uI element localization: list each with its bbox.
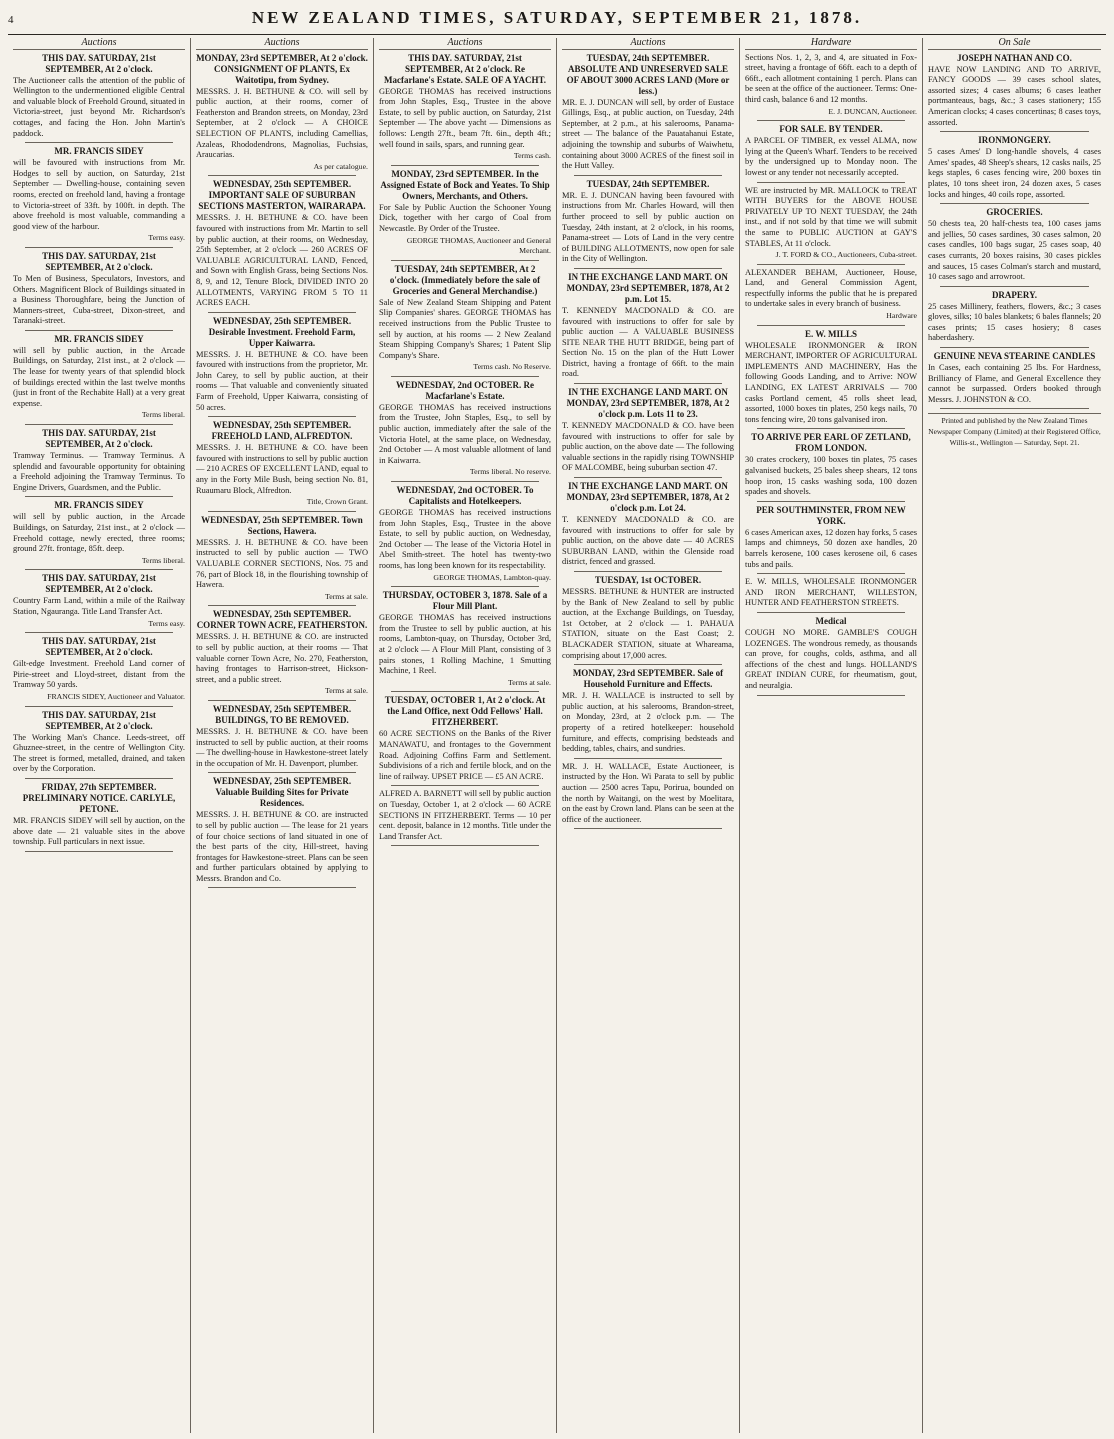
ad-heading: GENUINE NEVA STEARINE CANDLES: [933, 351, 1096, 362]
divider: [25, 706, 173, 707]
ad-footer: Terms at sale.: [508, 677, 551, 687]
ad-body: 6 cases American axes, 12 dozen hay forks, 5 cases lamps and chimneys, 50 dozen axe handles, 20 barrels kerosene, 100 cases kerosene oil, 6 cases tubs and pails.: [745, 527, 917, 569]
ad-body: Sale of New Zealand Steam Shipping and Patent Slip Companies' shares. GEORGE THOMAS has received instructions from the Public Trustee to sell by auction, at his rooms — 2 New Zealand Steam Shipping Company's Shares; 1 Patent Slip Company's Share.: [379, 297, 551, 360]
divider: [574, 664, 722, 665]
ad-body: MR. E. J. DUNCAN will sell, by order of Eustace Gillings, Esq., at public auction, on Tuesday, 24th September, at 2 p.m., at his salerooms, Panama-street — The balance of the Pauatahanui Estate, adjoining the township and suburbs of Waiwhetu, containing about 3000 ACRES of the finest soil in the Hutt Valley.: [562, 97, 734, 171]
divider: [940, 203, 1089, 204]
ad-body: WE are instructed by MR. MALLOCK to TREAT WITH BUYERS for the ABOVE HOUSE PRIVATELY UP TO NEXT TUESDAY, the 24th inst., and if not sold by that time we will submit the same to PUBLIC AUCTION at GAY'S STABLES, At 11 o'clock.: [745, 185, 917, 248]
advertisement: [379, 485, 551, 587]
ad-body: T. KENNEDY MACDONALD & CO. are favoured with instructions to offer for sale by public auction, on the above date — 40 ACRES SUBURBAN LAND, within the Glenside road district, fenced and grassed.: [562, 515, 734, 567]
advertisement: [928, 53, 1101, 133]
ad-list: [13, 53, 185, 852]
ad-list: [928, 53, 1101, 410]
advertisement: [562, 53, 734, 176]
divider: [25, 851, 173, 852]
divider: [574, 571, 722, 572]
ad-body: In Cases, each containing 25 lbs. For Hardness, Brilliancy of Flame, and General Excellence they cannot be surpassed. Orders booked through Messrs. J. JOHNSTON & CO.: [928, 363, 1101, 404]
ad-footer: Terms liberal.: [141, 555, 185, 565]
advertisement: [745, 53, 917, 122]
advertisement: [196, 420, 368, 512]
advertisement: [745, 329, 917, 430]
divider: [208, 312, 356, 313]
ad-footer: Terms liberal.: [141, 410, 185, 420]
ad-body: 60 ACRE SECTIONS on the Banks of the River MANAWATU, and frontages to the Government Road. Adjoining Coffins Farm and Settlement. Subdivisions of a rich and fertile block, and on the line of railway. UPSET PRICE — £5 AN ACRE.: [379, 729, 551, 781]
advertisement: [562, 387, 734, 478]
ad-body: The Working Man's Chance. Leeds-street, off Ghuznee-street, in the centre of Wellington City. The street is formed, metalled, drained, and taken over by the Corporation.: [13, 732, 185, 774]
section-heading: Auctions: [379, 38, 551, 50]
divider: [391, 260, 539, 261]
divider: [25, 778, 173, 779]
ad-heading: JOSEPH NATHAN AND CO.: [957, 52, 1072, 63]
divider: [757, 695, 905, 696]
ad-footer: Hardware: [886, 311, 917, 321]
ad-heading: WEDNESDAY, 25th SEPTEMBER. CORNER TOWN ACRE, FEATHERSTON.: [196, 609, 368, 631]
divider: [208, 605, 356, 606]
advertisement: [562, 668, 734, 759]
ad-body: Tramway Terminus. — Tramway Terminus. A splendid and favourable opportunity for obtaining a Freehold adjoining the Tramway Terminus. To Engine Drivers, Guardsmen, and the Public.: [13, 451, 185, 492]
ad-heading: E. W. MILLS: [804, 328, 858, 339]
advertisement: [562, 762, 734, 830]
ad-heading: WEDNESDAY, 25th SEPTEMBER. Desirable Investment. Freehold Farm, Upper Kaiwarra.: [208, 315, 356, 348]
advertisement: [13, 782, 185, 852]
advertisement: [562, 179, 734, 269]
ad-body: MESSRS. J. H. BETHUNE & CO. have been favoured with instructions to sell by public auction — 210 ACRES OF EXCELLENT LAND, equal to any in the Forty Mile Bush, being section No. 81, Ruaumaru Block, Alfredton.: [196, 443, 368, 495]
ad-footer: Terms liberal. No reserve.: [469, 467, 551, 477]
advertisement: [562, 575, 734, 665]
ad-heading: TUESDAY, 24th SEPTEMBER, At 2 o'clock. (Immediately before the sale of Groceries and General Merchandise.): [389, 263, 541, 296]
divider: [25, 142, 173, 143]
ad-body: MR. J. H. WALLACE is instructed to sell by public auction, at his salerooms, Brandon-street, on Monday, 23rd, at 2 o'clock p.m. — The property of a retired hotelkeeper: household furniture, and effects, comprising bedsteads and bedding, tables, chairs, and sundries.: [562, 691, 734, 754]
ad-heading: THIS DAY. SATURDAY, 21st SEPTEMBER, At 2 o'clock.: [42, 428, 156, 450]
ad-body: T. KENNEDY MACDONALD & CO. have been favoured with instructions to offer for sale by public auction, on the above date — The following valuable sections in the rapidly rising TOWNSHIP OF MALCOMBE, being suburban section 47.: [562, 421, 734, 473]
ad-body: GEORGE THOMAS has received instructions from the Trustee to sell by public auction, at his rooms, Lambton-quay, on Thursday, October 3rd, at 2 o'clock — A Flour Mill Plant, consisting of 3 pairs stones, 1 Rolling Machine, 1 Smutting Machine, 1 Reel.: [379, 613, 551, 676]
ad-heading: TUESDAY, 1st OCTOBER.: [594, 575, 702, 585]
ad-heading: MR. FRANCIS SIDEY: [54, 333, 144, 344]
ad-list: [562, 53, 734, 830]
masthead: [8, 8, 1106, 35]
column-3: [374, 38, 557, 1433]
advertisement: [13, 636, 185, 706]
advertisement: [379, 380, 551, 482]
advertisement: [13, 334, 185, 425]
divider: [391, 481, 539, 482]
ad-body: MR. FRANCIS SIDEY will sell by auction, on the above date — 21 valuable sites in the above township. Full particulars in next issue.: [13, 815, 185, 847]
ad-heading: FRIDAY, 27th SEPTEMBER. PRELIMINARY NOTICE. CARLYLE, PETONE.: [22, 781, 176, 814]
ad-heading: Medical: [815, 615, 847, 626]
divider: [25, 632, 173, 633]
divider: [208, 887, 356, 888]
advertisement: [928, 135, 1101, 204]
divider: [757, 325, 905, 326]
ad-heading: MONDAY, 23rd SEPTEMBER. Sale of Household Furniture and Effects.: [572, 668, 724, 690]
column-2: [191, 38, 374, 1433]
column-6: [923, 38, 1106, 1433]
divider: [757, 182, 905, 183]
advertisement: [928, 290, 1101, 348]
section-heading: Auctions: [13, 38, 185, 50]
divider: [25, 330, 173, 331]
ad-heading: IRONMONGERY.: [978, 135, 1051, 146]
divider: [757, 120, 905, 121]
ad-heading: THIS DAY. SATURDAY, 21st SEPTEMBER, At 2 o'clock. Re Macfarlane's Estate. SALE OF A YACHT.: [383, 52, 547, 85]
divider: [208, 700, 356, 701]
ad-footer: GEORGE THOMAS, Lambton-quay.: [433, 572, 551, 582]
ad-body: HAVE NOW LANDING AND TO ARRIVE, FANCY GOODS — 39 cases school slates, assorted sizes; 4 cases albums; 6 cases leather portmanteaus, bags, &c.; 3 cases stationery; 155 American clocks; 4 cases concertinas; 8 cases toys, assorted.: [928, 64, 1101, 127]
advertisement: [379, 789, 551, 846]
divider: [25, 424, 173, 425]
divider: [574, 758, 722, 759]
divider: [391, 785, 539, 786]
ad-body: For Sale by Public Auction the Schooner Young Dick, together with her cargo of Coal from Newcastle. By Order of the Trustee.: [379, 202, 551, 233]
ad-footer: J. T. FORD & CO., Auctioneers, Cuba-street.: [775, 250, 917, 260]
ad-heading: THIS DAY. SATURDAY, 21st SEPTEMBER, At 2 o'clock.: [42, 636, 156, 658]
ad-heading: MONDAY, 23rd SEPTEMBER, At 2 o'clock. CONSIGNMENT OF PLANTS, Ex Waitotipu, from Sydney.: [196, 52, 368, 85]
ad-heading: IN THE EXCHANGE LAND MART. ON MONDAY, 23rd SEPTEMBER, 1878, At 2 o'clock p.m. Lot 24.: [566, 481, 730, 514]
ad-heading: GROCERIES.: [986, 207, 1043, 218]
ad-list: [745, 53, 917, 696]
divider: [757, 573, 905, 574]
section-heading: On Sale: [928, 38, 1101, 50]
advertisement: [928, 351, 1101, 409]
divider: [757, 501, 905, 502]
ad-body: A PARCEL OF TIMBER, ex vessel ALMA, now lying at the Queen's Wharf. Tenders to be received by the undersigned up to Monday noon. The lowest or any tender not necessarily accepted.: [745, 136, 917, 177]
ad-body: GEORGE THOMAS has received instructions from the Trustee, John Staples, Esq., to sell by public auction, immediately after the sale of the Victoria Hotel, at the same place, on Wednesday, 2nd October — A most valuable allotment of land in Kaiwarra.: [379, 402, 551, 465]
divider: [25, 496, 173, 497]
ad-body: GEORGE THOMAS has received instructions from John Staples, Esq., Trustee in the above Estate, to sell by public auction, on Saturday, 21st September — The above yacht — Dimensions as follows: Length 27ft., beam 7ft. 6in., depth 4ft.; well found in sails, spars, and running gear.: [379, 86, 551, 149]
ad-footer: Terms easy.: [148, 618, 185, 628]
ad-footer: Terms at sale.: [325, 591, 368, 601]
divider: [574, 828, 722, 829]
ad-body: 30 crates crockery, 100 boxes tin plates, 75 cases galvanised buckets, 25 bales sheep shears, 12 tons hoop iron, 15 casks washing soda, 100 dozen spades and shovels.: [745, 455, 917, 497]
ad-heading: THIS DAY. SATURDAY, 21st SEPTEMBER, At 2 o'clock.: [42, 52, 156, 74]
advertisement: [379, 169, 551, 261]
column-1: [8, 38, 191, 1433]
section-heading: Hardware: [745, 38, 917, 50]
ad-heading: WEDNESDAY, 25th SEPTEMBER. Town Sections, Hawera.: [201, 514, 363, 536]
divider: [25, 569, 173, 570]
divider: [208, 416, 356, 417]
ad-heading: TUESDAY, 24th SEPTEMBER.: [586, 178, 710, 189]
ad-heading: WEDNESDAY, 2nd OCTOBER. To Capitalists and Hotelkeepers.: [396, 485, 534, 507]
ad-footer: Terms easy.: [148, 233, 185, 243]
advertisement: [745, 186, 917, 265]
ad-body: MESSRS. J. H. BETHUNE & CO. have been instructed to sell by public auction — TWO VALUABLE CORNER SECTIONS, Nos. 75 and 76, part of Block 18, in the flourishing township of Hawera.: [196, 537, 368, 590]
ad-body: will sell by public auction, in the Arcade Buildings, on Saturday, 21st inst., at 2 o'clock — Freehold cottage, newly erected, three rooms; ground 27ft. frontage, 85ft. deep.: [13, 512, 185, 554]
divider: [757, 612, 905, 613]
divider: [940, 131, 1089, 132]
ad-footer: Title, Crown Grant.: [306, 497, 368, 507]
advertisement: [562, 481, 734, 572]
advertisement: [928, 207, 1101, 287]
advertisement: [562, 272, 734, 384]
advertisement: [745, 432, 917, 501]
ad-heading: WEDNESDAY, 25th SEPTEMBER. IMPORTANT SALE OF SUBURBAN SECTIONS MASTERTON, WAIRARAPA.: [198, 179, 366, 212]
divider: [940, 408, 1089, 409]
divider: [574, 175, 722, 176]
ad-body: GEORGE THOMAS has received instructions from John Staples, Esq., Trustee in the above Estate, to sell by public auction, on Wednesday, 2nd October — The lease of the Victoria Hotel in Abel Smith-street. The hotel has twenty-two rooms, has long been known for its respectability.: [379, 508, 551, 570]
ad-body: E. W. MILLS, WHOLESALE IRONMONGER AND IRON MERCHANT, WILLESTON, HUNTER AND FEATHERSTON STREETS.: [745, 577, 917, 608]
ad-body: 5 cases Ames' D long-handle shovels, 4 cases Ames' spades, 48 Sheep's shears, 12 casks nails, 25 kegs staples, 6 cases fencing wire, 200 boxes tin plates, 10 tons sheet iron, 24 dozen axes, 5 cases locks and hinges, 40 coils rope, assorted.: [928, 147, 1101, 199]
ad-body: ALFRED A. BARNETT will sell by public auction on Tuesday, October 1, at 2 o'clock — 60 ACRE SECTIONS IN FITZHERBERT. Terms — 10 per cent. deposit, balance in 12 months. Title under the Land Transfer Act.: [379, 789, 551, 841]
ad-body: Gilt-edge Investment. Freehold Land corner of Pirie-street and Lloyd-street, distant from the Tramway 50 yards.: [13, 659, 185, 690]
ad-list: [379, 53, 551, 847]
newspaper-title: NEW ZEALAND TIMES, SATURDAY, SEPTEMBER 21, 1878.: [251, 8, 863, 27]
ad-body: To Men of Business, Speculators, Investors, and Others. Magnificent Block of Buildings situated in a Business Thoroughfare, being the Junction of Manners-street, Cuba-street, Dixon-street, and Taranaki-street.: [13, 273, 185, 326]
advertisement: [196, 515, 368, 607]
ad-heading: THURSDAY, OCTOBER 3, 1878. Sale of a Flour Mill Plant.: [382, 590, 548, 612]
divider: [574, 477, 722, 478]
advertisement: [379, 264, 551, 377]
advertisement: [13, 500, 185, 570]
ad-heading: WEDNESDAY, 25th SEPTEMBER. BUILDINGS, TO BE REMOVED.: [212, 703, 352, 725]
ad-body: 25 cases Millinery, feathers, flowers, &c.; 3 cases gloves, silks; 10 bales blankets; 6 bales flannels; 20 cases prints; 15 cases hosiery; 8 cases haberdashery.: [928, 301, 1101, 343]
divider: [391, 845, 539, 846]
advertisement: [196, 776, 368, 888]
advertisement: [379, 695, 551, 786]
column-5: [740, 38, 923, 1433]
advertisement: [745, 616, 917, 696]
divider: [25, 247, 173, 248]
ad-footer: FRANCIS SIDEY, Auctioneer and Valuator.: [47, 691, 185, 701]
ad-heading: WEDNESDAY, 25th SEPTEMBER. Valuable Building Sites for Private Residences.: [212, 776, 352, 809]
divider: [391, 691, 539, 692]
ad-heading: MR. FRANCIS SIDEY: [54, 500, 144, 511]
ad-footer: As per catalogue.: [313, 161, 368, 171]
ad-footer: GEORGE THOMAS, Auctioneer and General Merchant.: [406, 235, 551, 256]
advertisement: [196, 179, 368, 312]
divider: [391, 165, 539, 166]
advertisement: [196, 53, 368, 177]
advertisement: [13, 428, 185, 497]
divider: [940, 347, 1089, 348]
ad-footer: Terms cash.: [513, 151, 551, 161]
ad-body: MESSRS. J. H. BETHUNE & CO. will sell by public auction, at their rooms, corner of Featherston and Brandon streets, on Monday, 23rd September, at 2 o'clock — A CHOICE SELECTION OF PLANTS, including Camellias, Azaleas, Rhododendrons, Magnolias, Fuchsias, Araucarias.: [196, 86, 368, 160]
ad-heading: WEDNESDAY, 2nd OCTOBER. Re Macfarlane's Estate.: [396, 379, 534, 401]
advertisement: [379, 53, 551, 166]
advertisement: [13, 251, 185, 331]
ad-body: MESSRS. J. H. BETHUNE & CO. are instructed to sell by public auction — The lease for 21 years of four choice sections of land situated in one of the best parts of the city, Hill-street, having frontages for Hawkestone-street. Plans can be seen and further particulars obtained by applying to Messrs. Brandon and Co.: [196, 810, 368, 883]
advertisement: [196, 609, 368, 701]
ad-body: will sell by public auction, in the Arcade Buildings, on Saturday, 21st inst., at 2 o'clock — The lease for twenty years of that splendid block of buildings erected within the last twelve months (just in front of the Rechabite Hall) at a very great expense.: [13, 345, 185, 408]
ad-body: ALEXANDER BEHAM, Auctioneer, House, Land, and General Commission Agent, respectfully informs the public that he is prepared to undertake sales in every branch of business.: [745, 267, 917, 309]
advertisement: [745, 268, 917, 326]
ad-body: MESSRS. BETHUNE & HUNTER are instructed by the Bank of New Zealand to sell by public auction, at the Exchange Buildings, on Tuesday, 1st October, at 2 o'clock — 1. PAHAUA STATION, situate on the East Coast; 2. BLACKADER STATION, situate at Whareama, comprising about 17,000 acres.: [562, 587, 734, 660]
divider: [208, 511, 356, 512]
ad-heading: MR. FRANCIS SIDEY: [54, 146, 144, 157]
ad-heading: THIS DAY. SATURDAY, 21st SEPTEMBER, At 2 o'clock.: [42, 709, 156, 731]
ad-body: MR. J. H. WALLACE, Estate Auctioneer, is instructed by the Hon. Wi Parata to sell by public auction — 2500 acres Tapu, Porirua, bounded on the north by Waitangi, on the west by Moelitara, on the east by Crown land. Plans can be seen at the office of the auctioneer.: [562, 761, 734, 824]
divider: [940, 286, 1089, 287]
ad-heading: TO ARRIVE PER EARL OF ZETLAND, FROM LONDON.: [751, 432, 911, 454]
ad-heading: TUESDAY, OCTOBER 1, At 2 o'clock. At the Land Office, next Odd Fellows' Hall. FITZHERBERT.: [384, 695, 546, 728]
advertisement: [13, 573, 185, 633]
ad-body: MESSRS. J. H. BETHUNE & CO. have been favoured with instructions from Mr. Martin to sell by public auction, at their rooms, on Wednesday, 25th September, at 2 o'clock — 260 ACRES OF VALUABLE AGRICULTURAL LAND, Fenced, and Sown with English Grass, being Sections Nos. 8, 9, and 12, Tenure Block, DIVIDED INTO 20 ALLOTMENTS, VARYING FROM 5 TO 11 ACRES EACH.: [196, 213, 368, 308]
ad-body: MESSRS. J. H. BETHUNE & CO. are instructed to sell by public auction, at their rooms — That valuable corner Town Acre, No. 270, Featherston, having frontages to Harrison-street, Hickson-street, and a public street.: [196, 632, 368, 684]
ad-heading: TUESDAY, 24th SEPTEMBER. ABSOLUTE AND UNRESERVED SALE OF ABOUT 3000 ACRES LAND (More or less.): [566, 52, 730, 96]
divider: [574, 268, 722, 269]
ad-heading: WEDNESDAY, 25th SEPTEMBER. FREEHOLD LAND, ALFREDTON.: [211, 420, 353, 442]
divider: [391, 376, 539, 377]
columns: [8, 38, 1106, 1433]
ad-heading: THIS DAY. SATURDAY, 21st SEPTEMBER, At 2 o'clock.: [42, 250, 156, 272]
ad-body: Country Farm Land, within a mile of the Railway Station, Ngauranga. Title Land Transfer Act.: [13, 596, 185, 616]
ad-body: Sections Nos. 1, 2, 3, and 4, are situated in Fox-street, having a frontage of 66ft. each to a depth of 66ft., each allotment containing 1 perch. Plans can be seen at the office of the auctioneer. Terms: One-third cash, balance 6 and 12 months.: [745, 52, 917, 104]
ad-heading: THIS DAY. SATURDAY, 21st SEPTEMBER, At 2 o'clock.: [42, 573, 156, 595]
ad-body: COUGH NO MORE. GAMBLE'S COUGH LOZENGES. The wondrous remedy, as thousands can prove, for coughs, colds, asthma, and all affections of the chest and lungs. HOLLAND'S GREAT INDIAN CURE, for rheumatism, gout, and neuralgia.: [745, 627, 917, 690]
ad-body: MESSRS. J. H. BETHUNE & CO. have been favoured with instructions from the proprietor, Mr. John Carey, to sell by public auction, at their rooms — That valuable and conveniently situated Farm of Freehold, Upper Kaiwarra, consisting of 50 acres.: [196, 349, 368, 412]
advertisement: [745, 505, 917, 574]
advertisement: [13, 53, 185, 144]
column-4: [557, 38, 740, 1433]
divider: [757, 264, 905, 265]
ad-heading: MONDAY, 23rd SEPTEMBER. In the Assigned Estate of Bock and Yeates. To Ship Owners, Merchants, and Others.: [380, 168, 550, 201]
advertisement: [745, 124, 917, 182]
imprint: Printed and published by the New Zealand Times Newspaper Company (Limited) at their Registered Office, Willis-st., Wellington — Saturday, Sept. 21.: [928, 413, 1101, 448]
page-number: 4: [8, 14, 14, 26]
ad-body: T. KENNEDY MACDONALD & CO. are favoured with instructions to offer for sale by public auction — A VALUABLE BUSINESS SITE NEAR THE HUTT BRIDGE, being part of Section No. 15 on the plan of the Hutt Lower District, having a frontage of 66ft. to the main road.: [562, 305, 734, 379]
advertisement: [379, 590, 551, 692]
ad-body: WHOLESALE IRONMONGER & IRON MERCHANT, IMPORTER OF AGRICULTURAL IMPLEMENTS AND MACHINERY, Has the following Goods Landing, and to Arrive: NOW LANDING, EX LATEST ARRIVALS — 700 casks Portland cement, 45 rolls sheet lead, assorted, 1000 boxes tin plates, 250 kegs nails, 70 tons fencing wire, 20 tons galvanised iron.: [745, 340, 917, 424]
ad-heading: DRAPERY.: [991, 289, 1038, 300]
ad-footer: Terms cash. No Reserve.: [473, 362, 551, 372]
ad-footer: Terms at sale.: [325, 686, 368, 696]
ad-body: The Auctioneer calls the attention of the public of Wellington to the undermentioned eligible Central and valuable block of Freehold Ground, situated in Victoria-street, just beyond Mr. Richardson's cottages, and facing the Hon. John Martin's paddock.: [13, 75, 185, 138]
ad-heading: IN THE EXCHANGE LAND MART. ON MONDAY, 23rd SEPTEMBER, 1878, At 2 p.m. Lot 15.: [566, 271, 730, 304]
ad-list: [196, 53, 368, 889]
advertisement: [196, 316, 368, 418]
advertisement: [13, 146, 185, 248]
ad-body: will be favoured with instructions from Mr. Hodges to sell by auction, on Saturday, 21st September — Dwelling-house, containing seven rooms, erected on freehold land, having a frontage to Victoria-street of 33ft. by 100ft. in depth. The above freehold is most valuable, commanding a good view of the harbour.: [13, 158, 185, 231]
divider: [757, 428, 905, 429]
advertisement: [196, 704, 368, 773]
ad-heading: IN THE EXCHANGE LAND MART. ON MONDAY, 23rd SEPTEMBER, 1878, At 2 o'clock p.m. Lots 11 to 23.: [566, 387, 730, 420]
advertisement: [13, 710, 185, 779]
divider: [208, 772, 356, 773]
ad-footer: E. J. DUNCAN, Auctioneer.: [828, 106, 917, 116]
section-heading: Auctions: [196, 38, 368, 50]
advertisement: [745, 577, 917, 613]
ad-heading: FOR SALE. BY TENDER.: [779, 124, 883, 135]
section-heading: Auctions: [562, 38, 734, 50]
ad-body: MR. E. J. DUNCAN having been favoured with instructions from Mr. Charles Howard, will then further proceed to sell by public auction on Tuesday, 24th instant, at 2 o'clock, in his rooms, Panama-street — Lots of Land in the very centre of BUILDING ALLOTMENTS, now open for sale in the City of Wellington.: [562, 190, 734, 264]
ad-body: MESSRS. J. H. BETHUNE & CO. have been instructed to sell by public auction, at their rooms — The dwelling-house in Hawkestone-street lately in the occupation of Mr. H. Davenport, plumber.: [196, 726, 368, 768]
ad-heading: PER SOUTHMINSTER, FROM NEW YORK.: [756, 504, 906, 526]
ad-body: 50 chests tea, 20 half-chests tea, 100 cases jams and jellies, 50 cases sardines, 30 cases salmon, 20 cases candles, 100 bags sugar, 25 cases soap, 40 cases currants, 20 boxes raisins, 30 cases pickles and sauces, 15 cases Colman's starch and mustard, 10 cases sago and arrowroot.: [928, 219, 1101, 282]
divider: [574, 383, 722, 384]
divider: [391, 586, 539, 587]
divider: [208, 175, 356, 176]
